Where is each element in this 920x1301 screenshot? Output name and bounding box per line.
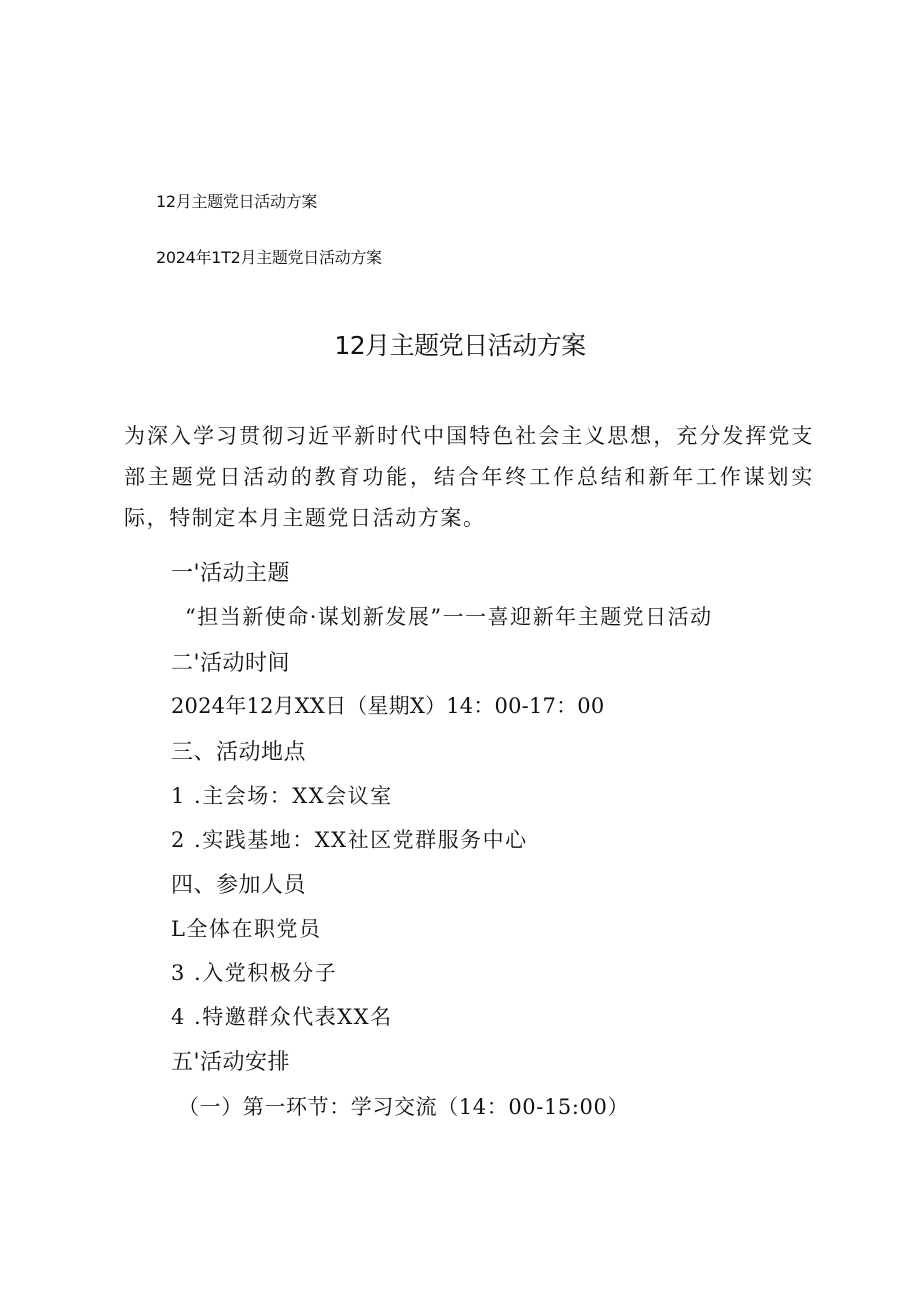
theme-text: “担当新使命·谋划新发展”一一喜迎新年主题党日活动 (185, 605, 713, 629)
schedule-item-1: （一）第一环节：学习交流（14：00-15:00） (178, 1095, 630, 1119)
section-heading-time: 二'活动时间 (171, 651, 291, 676)
participant-item-3: 4 .特邀群众代表XX名 (171, 1005, 393, 1029)
header-line-1: 12月主题党日活动方案 (156, 192, 318, 211)
header-line-2: 2024年1T2月主题党日活动方案 (156, 248, 382, 267)
section-heading-participants: 四、参加人员 (171, 873, 307, 898)
location-item-1: 1 .主会场：XX会议室 (171, 784, 393, 808)
page-title: 12月主题党日活动方案 (334, 331, 586, 360)
section-heading-location: 三、活动地点 (171, 740, 307, 765)
section-heading-schedule: 五'活动安排 (171, 1050, 291, 1075)
section-heading-theme: 一'活动主题 (171, 561, 291, 586)
time-text: 2024年12月XX日（星期X）14：00-17：00 (171, 694, 605, 718)
intro-paragraph: 为深入学习贯彻习近平新时代中国特色社会主义思想，充分发挥党支部主题党日活动的教育功能，结合年终工作总结和新年工作谋划实际，特制定本月主题党日活动方案。 (124, 424, 814, 530)
participant-item-2: 3 .入党积极分子 (171, 961, 338, 985)
location-item-2: 2 .实践基地：XX社区党群服务中心 (171, 828, 528, 852)
participant-item-1: L全体在职党员 (171, 917, 322, 941)
